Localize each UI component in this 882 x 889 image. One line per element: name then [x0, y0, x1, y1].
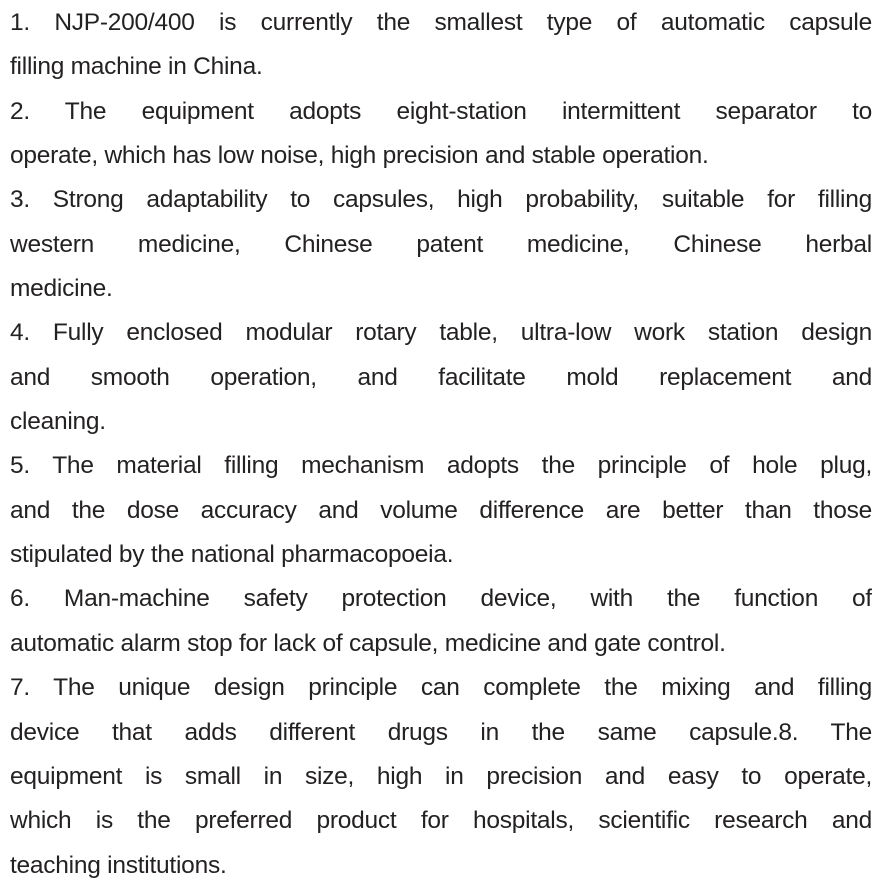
text-line: 1. NJP-200/400 is currently the smallest type of automatic capsule — [10, 9, 872, 36]
feature-paragraph-5 — [10, 444, 872, 577]
feature-paragraph-6 — [10, 577, 872, 666]
feature-paragraph-7 — [10, 666, 872, 888]
text-line: automatic alarm stop for lack of capsule, medicine and gate control. — [10, 629, 726, 657]
text-line: operate, which has low noise, high precision and stable operation. — [10, 142, 709, 170]
feature-paragraph-3 — [10, 178, 872, 311]
text-line: device that adds different drugs in the same capsule.8. The — [10, 718, 872, 746]
text-line: 2. The equipment adopts eight-station intermittent separator to — [10, 97, 872, 125]
feature-list — [10, 1, 872, 888]
text-line: and the dose accuracy and volume difference are better than those — [10, 496, 872, 524]
text-line: cleaning. — [10, 408, 106, 436]
text-line: stipulated by the national pharmacopoeia. — [10, 541, 454, 569]
feature-paragraph-1 — [10, 1, 872, 90]
text-line: western medicine, Chinese patent medicine, Chinese herbal — [10, 230, 872, 258]
text-line: 3. Strong adaptability to capsules, high probability, suitable for filling — [10, 186, 872, 214]
text-line: 7. The unique design principle can complete the mixing and filling — [10, 674, 872, 702]
text-line: which is the preferred product for hospitals, scientific research and — [10, 807, 872, 835]
text-line: equipment is small in size, high in precision and easy to operate, — [10, 762, 872, 790]
feature-paragraph-2 — [10, 90, 872, 179]
text-line: 6. Man-machine safety protection device, with the function of — [10, 585, 872, 613]
text-line: 5. The material filling mechanism adopts the principle of hole plug, — [10, 452, 872, 480]
text-line: 4. Fully enclosed modular rotary table, ultra-low work station design — [10, 319, 872, 347]
text-line: and smooth operation, and facilitate mold replacement and — [10, 363, 872, 391]
text-line: teaching institutions. — [10, 851, 227, 879]
text-line: medicine. — [10, 275, 113, 303]
feature-paragraph-4 — [10, 311, 872, 444]
text-line: filling machine in China. — [10, 53, 263, 81]
